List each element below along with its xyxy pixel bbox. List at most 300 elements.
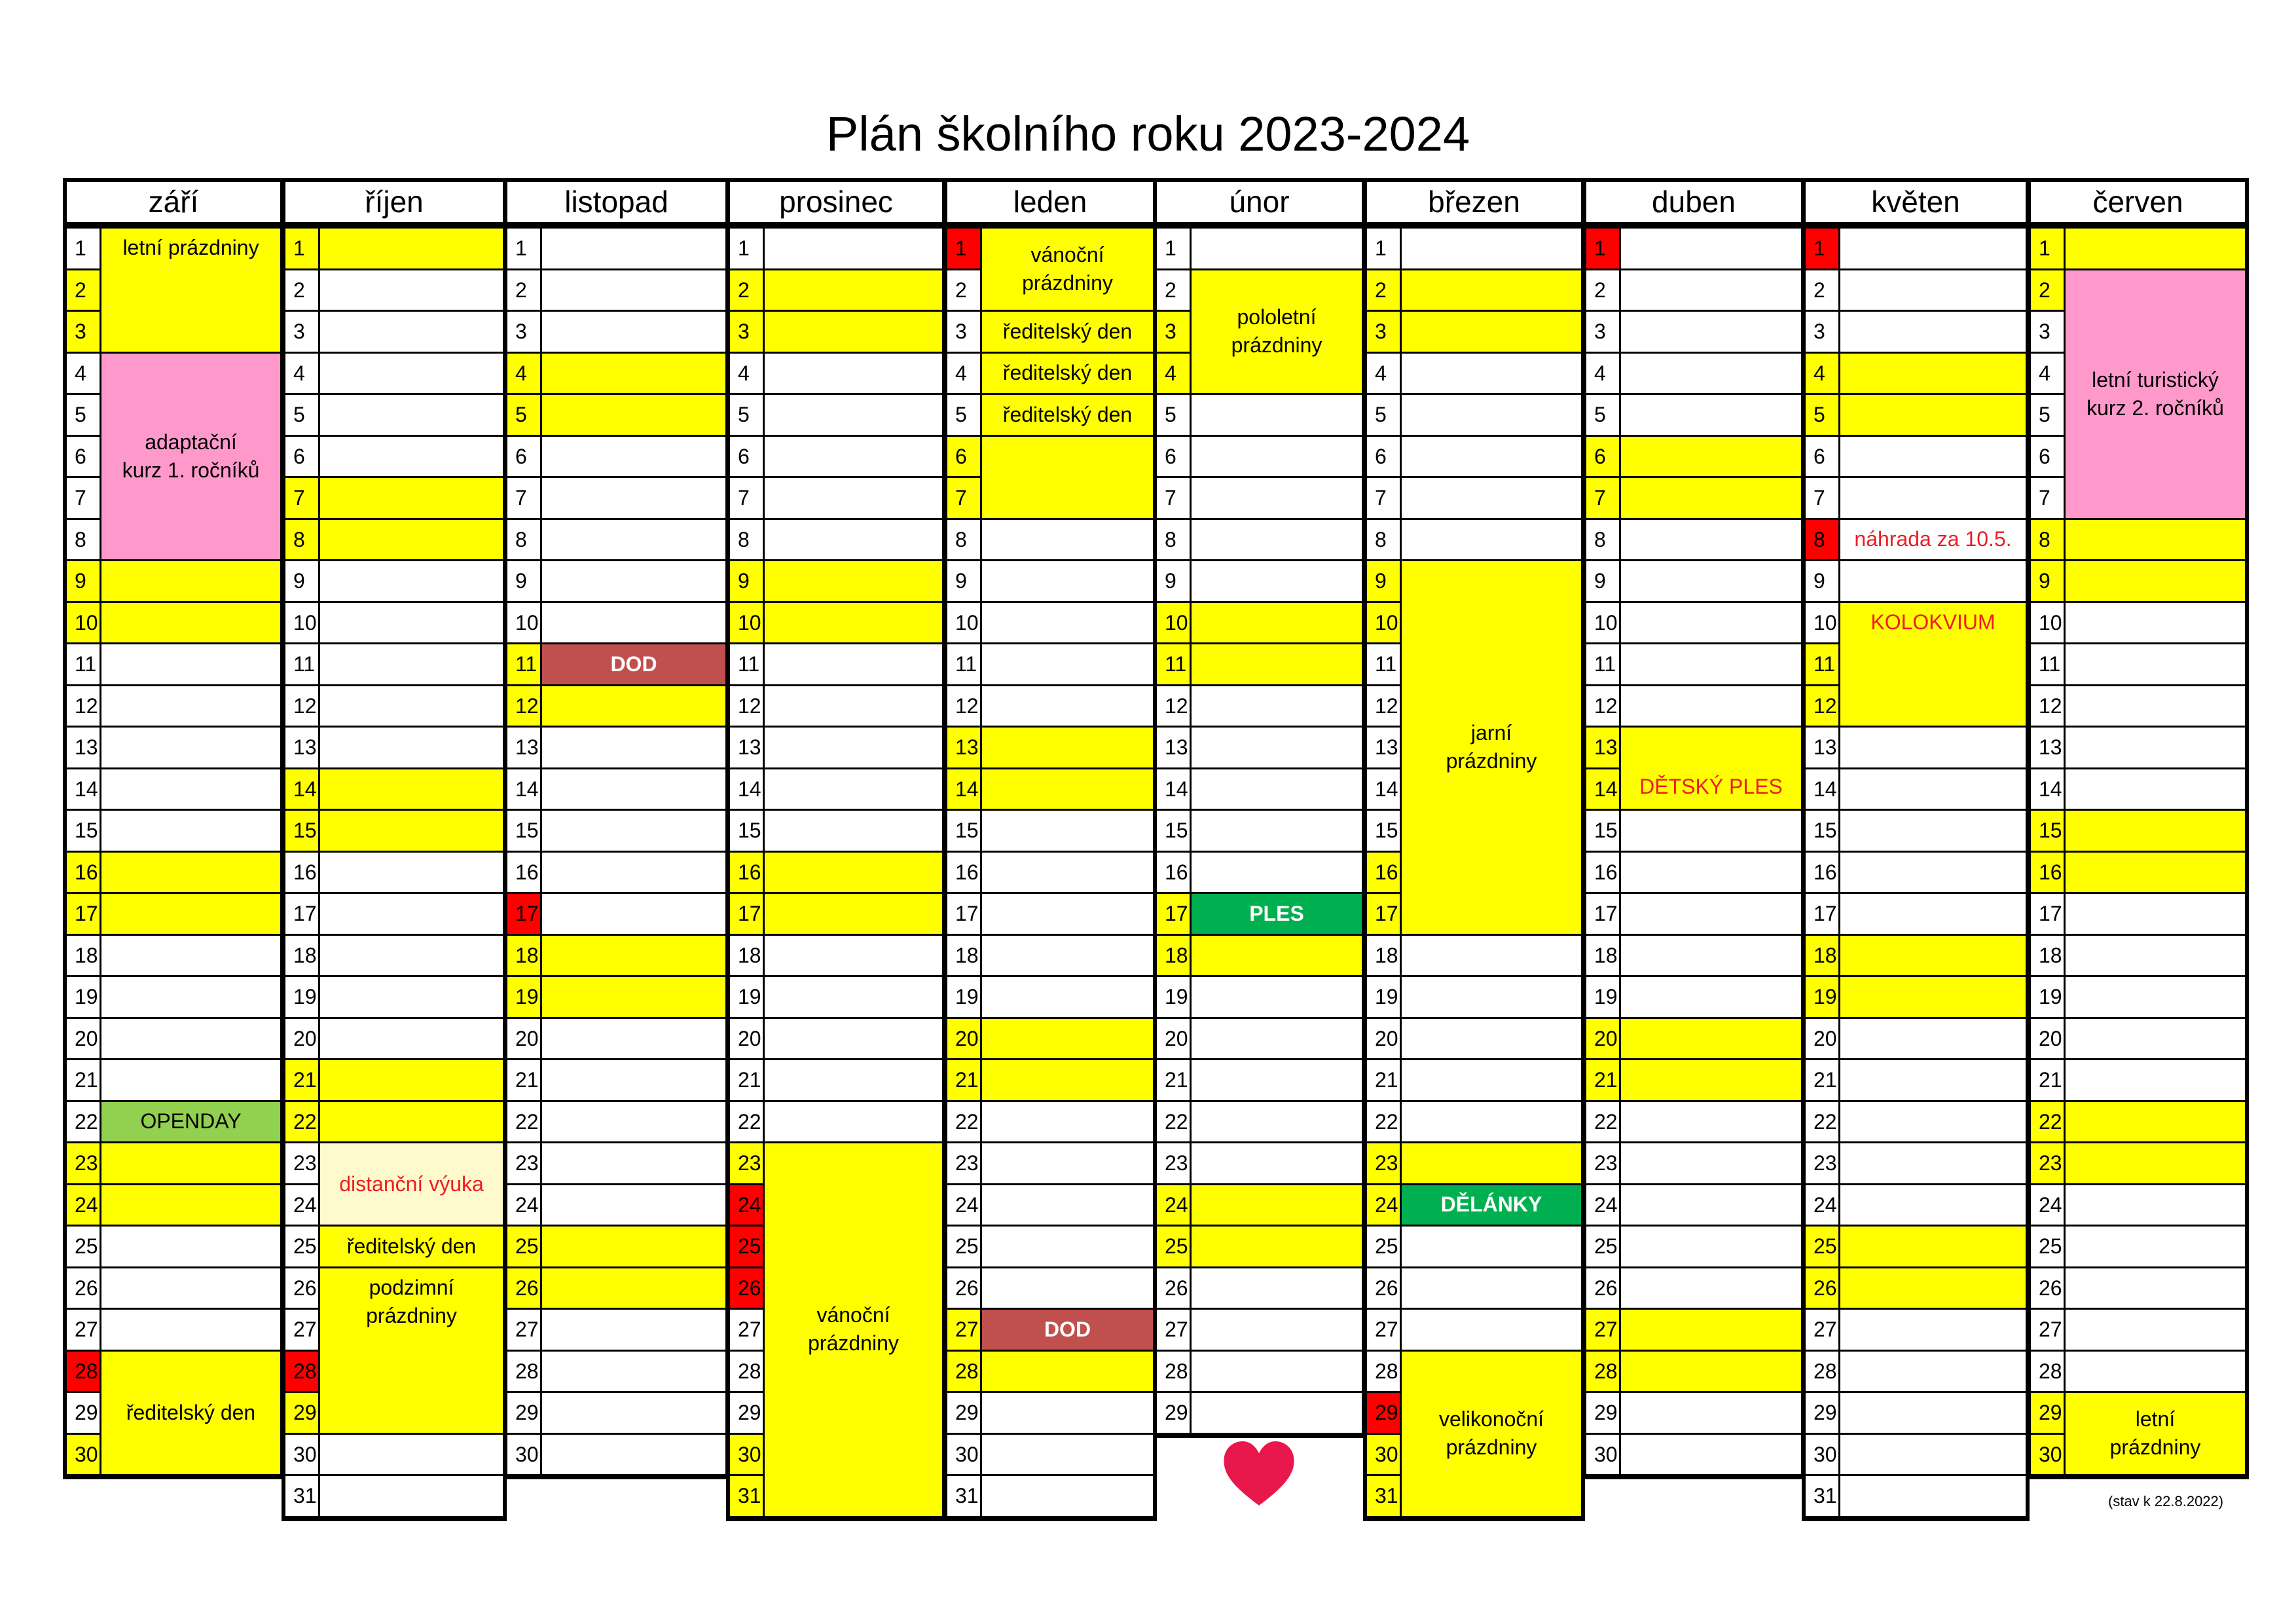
day-cell xyxy=(320,1476,503,1516)
day-number: 23 xyxy=(1157,1143,1190,1183)
day-number: 15 xyxy=(1806,811,1838,851)
day-cell xyxy=(2066,769,2245,809)
day-number: 7 xyxy=(1157,478,1190,518)
day-cell xyxy=(320,769,503,809)
event-label: DOD xyxy=(542,644,725,684)
day-cell xyxy=(1402,395,1581,435)
day-cell xyxy=(982,1393,1153,1433)
day-cell xyxy=(320,561,503,601)
day-number: 4 xyxy=(730,354,763,394)
day-number: 7 xyxy=(285,478,318,518)
day-cell xyxy=(1621,1060,1801,1100)
day-number: 11 xyxy=(67,644,100,684)
day-number: 20 xyxy=(1157,1019,1190,1059)
day-number: 30 xyxy=(2031,1435,2064,1475)
day-cell xyxy=(1192,1102,1362,1142)
day-cell xyxy=(1192,1185,1362,1225)
day-number: 23 xyxy=(1806,1143,1838,1183)
month-header: prosinec xyxy=(730,182,942,222)
day-number: 19 xyxy=(2031,977,2064,1017)
day-number: 30 xyxy=(285,1435,318,1475)
day-number: 29 xyxy=(1586,1393,1619,1433)
month-column-1 xyxy=(282,178,507,1521)
day-number: 13 xyxy=(1367,728,1400,767)
day-cell xyxy=(1840,312,2026,352)
day-cell xyxy=(542,437,725,477)
month-column-9 xyxy=(2027,178,2249,1479)
day-cell xyxy=(1621,936,1801,976)
event-label: vánoční prázdniny xyxy=(765,1143,942,1516)
day-number: 14 xyxy=(285,769,318,809)
day-number: 25 xyxy=(67,1227,100,1266)
day-cell xyxy=(542,1185,725,1225)
day-number: 8 xyxy=(1806,520,1838,560)
day-number: 1 xyxy=(1586,229,1619,268)
day-number: 20 xyxy=(507,1019,540,1059)
month-header: březen xyxy=(1367,182,1581,222)
day-cell xyxy=(2066,644,2245,684)
day-number: 3 xyxy=(67,312,100,352)
day-number: 1 xyxy=(2031,229,2064,268)
day-cell xyxy=(320,1102,503,1142)
day-cell xyxy=(1192,1310,1362,1350)
day-number: 29 xyxy=(285,1393,318,1433)
day-number: 29 xyxy=(1157,1393,1190,1433)
day-number: 9 xyxy=(1367,561,1400,601)
day-number: 6 xyxy=(947,437,980,477)
month-column-6 xyxy=(1363,178,1585,1521)
day-cell xyxy=(1840,395,2026,435)
day-cell xyxy=(1192,478,1362,518)
day-cell xyxy=(1192,520,1362,560)
day-number: 14 xyxy=(1806,769,1838,809)
day-number: 14 xyxy=(947,769,980,809)
day-number: 7 xyxy=(1806,478,1838,518)
day-number: 7 xyxy=(507,478,540,518)
day-number: 8 xyxy=(1367,520,1400,560)
day-cell xyxy=(1621,853,1801,893)
day-cell xyxy=(2066,977,2245,1017)
day-cell xyxy=(1840,1060,2026,1100)
day-cell xyxy=(982,977,1153,1017)
day-number: 11 xyxy=(285,644,318,684)
day-number: 18 xyxy=(947,936,980,976)
day-number: 2 xyxy=(1806,270,1838,310)
day-cell xyxy=(982,520,1153,560)
day-number: 22 xyxy=(1367,1102,1400,1142)
day-number: 28 xyxy=(1157,1352,1190,1392)
day-cell xyxy=(1192,769,1362,809)
day-number: 28 xyxy=(285,1352,318,1392)
day-number: 4 xyxy=(1367,354,1400,394)
day-number: 13 xyxy=(2031,728,2064,767)
day-number: 22 xyxy=(507,1102,540,1142)
day-number: 3 xyxy=(2031,312,2064,352)
event-label: adaptační kurz 1. ročníků xyxy=(101,354,280,560)
day-number: 22 xyxy=(1806,1102,1838,1142)
day-cell xyxy=(1402,1310,1581,1350)
day-cell xyxy=(1621,894,1801,934)
day-cell xyxy=(101,686,280,726)
day-cell xyxy=(1621,1352,1801,1392)
day-number: 26 xyxy=(730,1268,763,1308)
day-number: 6 xyxy=(1367,437,1400,477)
event-label: letní turistický kurz 2. ročníků xyxy=(2066,270,2245,518)
day-number: 25 xyxy=(947,1227,980,1266)
day-number: 16 xyxy=(730,853,763,893)
day-number: 6 xyxy=(67,437,100,477)
day-cell xyxy=(765,1019,942,1059)
day-cell xyxy=(1621,354,1801,394)
day-cell xyxy=(1402,520,1581,560)
day-cell xyxy=(542,811,725,851)
day-cell xyxy=(1402,437,1581,477)
day-cell xyxy=(1621,1185,1801,1225)
day-cell xyxy=(765,977,942,1017)
day-cell xyxy=(1621,811,1801,851)
day-number: 16 xyxy=(1157,853,1190,893)
day-number: 19 xyxy=(285,977,318,1017)
day-cell xyxy=(1621,1227,1801,1266)
day-number: 28 xyxy=(1367,1352,1400,1392)
day-number: 14 xyxy=(1157,769,1190,809)
day-cell xyxy=(1840,977,2026,1017)
day-cell xyxy=(320,686,503,726)
day-number: 3 xyxy=(947,312,980,352)
day-cell xyxy=(101,561,280,601)
day-cell xyxy=(982,1268,1153,1308)
day-number: 2 xyxy=(67,270,100,310)
day-number: 23 xyxy=(507,1143,540,1183)
day-cell xyxy=(320,395,503,435)
day-cell xyxy=(1402,977,1581,1017)
day-number: 2 xyxy=(947,270,980,310)
day-cell xyxy=(1402,478,1581,518)
day-number: 13 xyxy=(507,728,540,767)
day-number: 24 xyxy=(947,1185,980,1225)
day-cell xyxy=(765,769,942,809)
day-cell xyxy=(542,1393,725,1433)
day-number: 14 xyxy=(2031,769,2064,809)
day-number: 18 xyxy=(1806,936,1838,976)
day-cell xyxy=(1192,1060,1362,1100)
day-cell xyxy=(2066,603,2245,643)
day-number: 17 xyxy=(507,894,540,934)
day-number: 23 xyxy=(1367,1143,1400,1183)
day-cell xyxy=(982,853,1153,893)
day-number: 3 xyxy=(1586,312,1619,352)
day-number: 7 xyxy=(1367,478,1400,518)
day-number: 13 xyxy=(1806,728,1838,767)
day-number: 19 xyxy=(1806,977,1838,1017)
day-cell xyxy=(2066,811,2245,851)
day-number: 11 xyxy=(1157,644,1190,684)
day-number: 27 xyxy=(947,1310,980,1350)
day-cell xyxy=(982,811,1153,851)
day-number: 14 xyxy=(1367,769,1400,809)
day-number: 5 xyxy=(1367,395,1400,435)
day-cell xyxy=(982,1060,1153,1100)
day-number: 6 xyxy=(1806,437,1838,477)
month-column-4 xyxy=(943,178,1157,1521)
day-number: 2 xyxy=(285,270,318,310)
day-cell xyxy=(1840,853,2026,893)
day-cell xyxy=(1192,1227,1362,1266)
day-cell xyxy=(320,437,503,477)
day-number: 26 xyxy=(947,1268,980,1308)
day-cell xyxy=(1192,686,1362,726)
day-cell xyxy=(542,312,725,352)
day-number: 10 xyxy=(67,603,100,643)
day-number: 19 xyxy=(730,977,763,1017)
event-label: ředitelský den xyxy=(320,1227,503,1266)
day-cell xyxy=(1402,936,1581,976)
day-number: 12 xyxy=(67,686,100,726)
day-number: 24 xyxy=(1586,1185,1619,1225)
day-number: 30 xyxy=(67,1435,100,1475)
day-number: 8 xyxy=(947,520,980,560)
day-cell xyxy=(1192,728,1362,767)
day-number: 9 xyxy=(730,561,763,601)
day-cell xyxy=(101,1185,280,1225)
day-cell xyxy=(320,728,503,767)
day-number: 20 xyxy=(1586,1019,1619,1059)
day-number: 5 xyxy=(730,395,763,435)
day-cell xyxy=(542,1435,725,1475)
day-number: 23 xyxy=(730,1143,763,1183)
day-number: 29 xyxy=(2031,1393,2064,1433)
day-number: 20 xyxy=(1806,1019,1838,1059)
day-number: 22 xyxy=(67,1102,100,1142)
status-note: (stav k 22.8.2022) xyxy=(2108,1493,2224,1509)
event-label: letní prázdniny xyxy=(2066,1393,2245,1474)
day-number: 9 xyxy=(67,561,100,601)
day-number: 12 xyxy=(285,686,318,726)
day-number: 29 xyxy=(947,1393,980,1433)
month-header: listopad xyxy=(507,182,725,222)
day-number: 27 xyxy=(1157,1310,1190,1350)
day-number: 22 xyxy=(1586,1102,1619,1142)
day-number: 10 xyxy=(1806,603,1838,643)
day-number: 12 xyxy=(947,686,980,726)
day-number: 9 xyxy=(2031,561,2064,601)
day-cell xyxy=(2066,1019,2245,1059)
day-number: 7 xyxy=(67,478,100,518)
day-number: 18 xyxy=(2031,936,2064,976)
day-number: 6 xyxy=(2031,437,2064,477)
day-number: 16 xyxy=(507,853,540,893)
day-number: 18 xyxy=(1586,936,1619,976)
day-cell xyxy=(2066,1352,2245,1392)
day-cell xyxy=(542,728,725,767)
day-number: 12 xyxy=(730,686,763,726)
event-label: vánoční prázdniny xyxy=(982,229,1153,310)
day-cell xyxy=(320,977,503,1017)
day-number: 27 xyxy=(507,1310,540,1350)
day-cell xyxy=(1192,853,1362,893)
day-cell xyxy=(542,1143,725,1183)
month-column-3 xyxy=(726,178,946,1521)
day-number: 22 xyxy=(1157,1102,1190,1142)
day-number: 21 xyxy=(67,1060,100,1100)
day-cell xyxy=(1192,1143,1362,1183)
day-cell xyxy=(2066,561,2245,601)
day-cell xyxy=(320,520,503,560)
day-cell xyxy=(542,977,725,1017)
day-number: 14 xyxy=(1586,769,1619,809)
day-cell xyxy=(101,936,280,976)
day-number: 24 xyxy=(1806,1185,1838,1225)
day-number: 18 xyxy=(1157,936,1190,976)
day-cell xyxy=(1621,270,1801,310)
day-number: 9 xyxy=(1586,561,1619,601)
day-number: 27 xyxy=(1586,1310,1619,1350)
day-number: 12 xyxy=(1367,686,1400,726)
day-number: 16 xyxy=(947,853,980,893)
day-cell xyxy=(542,1268,725,1308)
day-number: 31 xyxy=(947,1476,980,1516)
day-number: 16 xyxy=(67,853,100,893)
day-number: 18 xyxy=(507,936,540,976)
day-cell xyxy=(1621,644,1801,684)
day-number: 10 xyxy=(1367,603,1400,643)
day-number: 27 xyxy=(2031,1310,2064,1350)
day-number: 7 xyxy=(2031,478,2064,518)
day-number: 17 xyxy=(67,894,100,934)
day-cell xyxy=(982,644,1153,684)
day-cell xyxy=(101,1310,280,1350)
event-label: DĚTSKÝ PLES xyxy=(1621,728,1801,809)
day-cell xyxy=(542,1352,725,1392)
day-cell xyxy=(982,769,1153,809)
day-cell xyxy=(320,478,503,518)
day-number: 18 xyxy=(285,936,318,976)
day-number: 6 xyxy=(1157,437,1190,477)
day-cell xyxy=(320,644,503,684)
day-number: 31 xyxy=(1367,1476,1400,1516)
day-cell xyxy=(2066,1310,2245,1350)
day-number: 14 xyxy=(67,769,100,809)
day-number: 13 xyxy=(947,728,980,767)
day-cell xyxy=(765,853,942,893)
day-cell xyxy=(982,1435,1153,1475)
day-number: 4 xyxy=(507,354,540,394)
day-number: 17 xyxy=(1157,894,1190,934)
day-number: 24 xyxy=(67,1185,100,1225)
day-number: 14 xyxy=(507,769,540,809)
day-cell xyxy=(101,811,280,851)
day-cell xyxy=(1402,1102,1581,1142)
day-cell xyxy=(1402,1268,1581,1308)
event-label: velikonoční prázdniny xyxy=(1402,1352,1581,1516)
day-cell xyxy=(101,1019,280,1059)
day-cell xyxy=(2066,686,2245,726)
day-cell xyxy=(101,603,280,643)
day-cell xyxy=(542,229,725,268)
event-label: ředitelský den xyxy=(982,312,1153,352)
day-cell xyxy=(320,229,503,268)
day-cell xyxy=(1402,229,1581,268)
day-number: 21 xyxy=(1806,1060,1838,1100)
month-header: duben xyxy=(1586,182,1801,222)
day-number: 24 xyxy=(285,1185,318,1225)
day-cell xyxy=(1621,1393,1801,1433)
day-number: 17 xyxy=(1367,894,1400,934)
day-number: 26 xyxy=(507,1268,540,1308)
day-cell xyxy=(765,354,942,394)
day-cell xyxy=(320,1435,503,1475)
day-cell xyxy=(542,395,725,435)
day-number: 9 xyxy=(1806,561,1838,601)
day-cell xyxy=(1192,1393,1362,1433)
day-number: 17 xyxy=(285,894,318,934)
day-cell xyxy=(1840,1102,2026,1142)
day-cell xyxy=(982,1019,1153,1059)
day-number: 29 xyxy=(507,1393,540,1433)
day-number: 27 xyxy=(285,1310,318,1350)
day-cell xyxy=(1621,1435,1801,1475)
day-cell xyxy=(542,769,725,809)
month-header: leden xyxy=(947,182,1153,222)
day-cell xyxy=(320,853,503,893)
day-number: 1 xyxy=(1367,229,1400,268)
day-cell xyxy=(1402,270,1581,310)
day-number: 27 xyxy=(67,1310,100,1350)
day-cell xyxy=(320,1060,503,1100)
day-number: 3 xyxy=(285,312,318,352)
day-cell xyxy=(982,686,1153,726)
event-label: ředitelský den xyxy=(101,1352,280,1475)
day-cell xyxy=(1621,1143,1801,1183)
month-header: červen xyxy=(2031,182,2245,222)
day-number: 24 xyxy=(730,1185,763,1225)
day-number: 28 xyxy=(1586,1352,1619,1392)
day-number: 8 xyxy=(1157,520,1190,560)
day-cell xyxy=(1621,977,1801,1017)
day-cell xyxy=(1402,1143,1581,1183)
day-cell xyxy=(2066,853,2245,893)
day-cell xyxy=(982,1143,1153,1183)
day-cell xyxy=(1192,936,1362,976)
day-cell xyxy=(320,312,503,352)
event-label: DĚLÁNKY xyxy=(1402,1185,1581,1225)
day-number: 8 xyxy=(1586,520,1619,560)
day-number: 19 xyxy=(1586,977,1619,1017)
day-cell xyxy=(1840,270,2026,310)
day-number: 2 xyxy=(1157,270,1190,310)
day-number: 22 xyxy=(285,1102,318,1142)
day-cell xyxy=(320,894,503,934)
day-number: 26 xyxy=(1367,1268,1400,1308)
day-cell xyxy=(982,1102,1153,1142)
day-cell xyxy=(101,1268,280,1308)
day-number: 27 xyxy=(1806,1310,1838,1350)
day-number: 13 xyxy=(285,728,318,767)
day-cell xyxy=(1192,437,1362,477)
day-cell xyxy=(320,1019,503,1059)
day-cell xyxy=(982,728,1153,767)
day-number: 15 xyxy=(730,811,763,851)
day-number: 14 xyxy=(730,769,763,809)
day-cell xyxy=(765,811,942,851)
day-cell xyxy=(320,354,503,394)
day-cell xyxy=(765,395,942,435)
day-number: 12 xyxy=(1157,686,1190,726)
day-cell xyxy=(765,686,942,726)
day-number: 3 xyxy=(507,312,540,352)
day-cell xyxy=(101,1143,280,1183)
day-number: 10 xyxy=(730,603,763,643)
